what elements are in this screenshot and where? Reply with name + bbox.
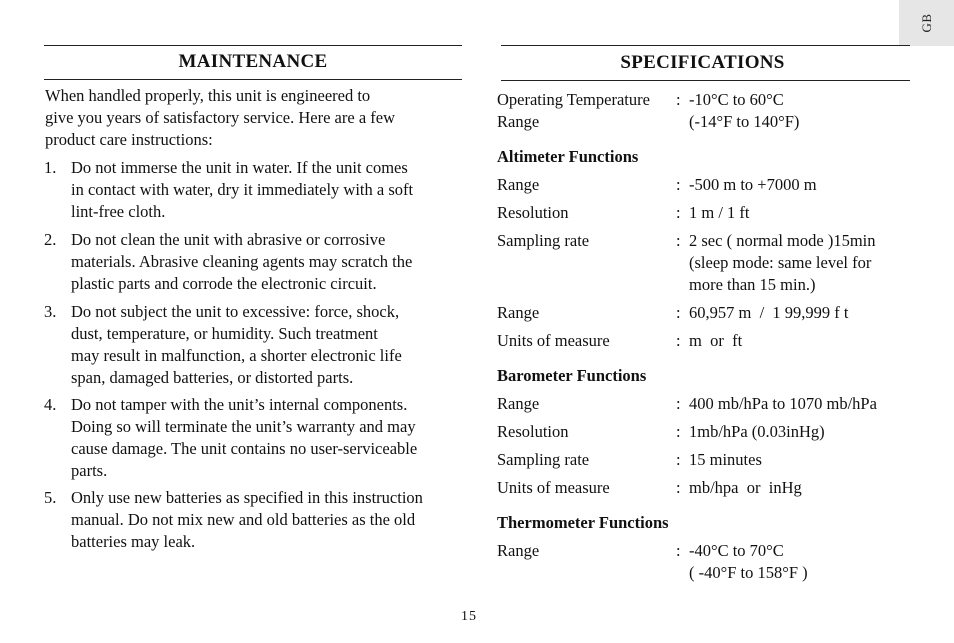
list-item-number: 3. bbox=[44, 302, 57, 321]
list-item-text bbox=[71, 301, 466, 389]
list-item-line: in contact with water, dry it immediately with a soft bbox=[71, 180, 414, 199]
spec-label: Range bbox=[497, 541, 540, 560]
spec-label: Range bbox=[497, 394, 540, 413]
list-item-line: cause damage. The unit contains no user-serviceable bbox=[71, 439, 418, 458]
list-item-line: Do not subject the unit to excessive: force, shock, bbox=[71, 302, 400, 321]
page-number: 15 bbox=[461, 609, 477, 624]
list-item-line: manual. Do not mix new and old batteries as the old bbox=[71, 510, 416, 529]
spec-colon: : bbox=[676, 478, 681, 497]
spec-value: 1 m / 1 ft bbox=[689, 203, 750, 222]
spec-colon: : bbox=[676, 450, 681, 469]
spec-value: 15 minutes bbox=[689, 450, 762, 469]
list-item-line: Do not clean the unit with abrasive or corrosive bbox=[71, 230, 386, 249]
list-item-line: Do not tamper with the unit’s internal components. bbox=[71, 395, 408, 414]
language-tab-label: GB bbox=[918, 13, 934, 33]
list-item-text bbox=[71, 229, 466, 295]
spec-value: 1mb/hPa (0.03inHg) bbox=[689, 422, 825, 441]
intro-line: When handled properly, this unit is engineered to bbox=[45, 86, 371, 105]
list-item-line: Doing so will terminate the unit’s warranty and may bbox=[71, 417, 416, 436]
spec-colon: : bbox=[676, 303, 681, 322]
spec-label: Range bbox=[497, 112, 540, 131]
spec-colon: : bbox=[676, 175, 681, 194]
specifications-bottom-rule bbox=[501, 80, 910, 81]
spec-value: ( -40°F to 158°F ) bbox=[689, 563, 808, 582]
section-heading: Altimeter Functions bbox=[497, 147, 639, 166]
list-item-line: plastic parts and corrode the electronic circuit. bbox=[71, 274, 377, 293]
spec-value: -500 m to +7000 m bbox=[689, 175, 817, 194]
specifications-title: SPECIFICATIONS bbox=[620, 52, 785, 73]
spec-value: 60,957 m / 1 99,999 f t bbox=[689, 303, 849, 322]
list-item-text bbox=[71, 487, 466, 553]
spec-colon: : bbox=[676, 331, 681, 350]
language-tab bbox=[899, 0, 954, 46]
list-item-number: 2. bbox=[44, 230, 57, 249]
spec-colon: : bbox=[676, 203, 681, 222]
spec-value: (-14°F to 140°F) bbox=[689, 112, 800, 131]
list-item-line: batteries may leak. bbox=[71, 532, 196, 551]
list-item-line: span, damaged batteries, or distorted parts. bbox=[71, 368, 354, 387]
spec-label: Operating Temperature bbox=[497, 90, 650, 109]
list-item-line: lint-free cloth. bbox=[71, 202, 166, 221]
list-item-line: may result in malfunction, a shorter electronic life bbox=[71, 346, 402, 365]
spec-value: m or ft bbox=[689, 331, 743, 350]
spec-label: Sampling rate bbox=[497, 231, 590, 250]
spec-label: Units of measure bbox=[497, 478, 610, 497]
spec-value: mb/hpa or inHg bbox=[689, 478, 802, 497]
list-item-line: parts. bbox=[71, 461, 108, 480]
spec-label: Resolution bbox=[497, 422, 569, 441]
spec-value: 400 mb/hPa to 1070 mb/hPa bbox=[689, 394, 877, 413]
list-item-text bbox=[71, 157, 466, 223]
intro-line: give you years of satisfactory service. Here are a few bbox=[45, 108, 395, 127]
maintenance-title: MAINTENANCE bbox=[178, 51, 328, 72]
spec-value: (sleep mode: same level for bbox=[689, 253, 872, 272]
spec-colon: : bbox=[676, 231, 681, 250]
section-heading: Barometer Functions bbox=[497, 366, 647, 385]
spec-colon: : bbox=[676, 90, 681, 109]
specifications-top-rule bbox=[501, 45, 910, 46]
spec-value: more than 15 min.) bbox=[689, 275, 816, 294]
list-item-line: Do not immerse the unit in water. If the unit comes bbox=[71, 158, 408, 177]
maintenance-top-rule bbox=[44, 45, 462, 46]
spec-label: Range bbox=[497, 303, 540, 322]
list-item-line: materials. Abrasive cleaning agents may scratch the bbox=[71, 252, 413, 271]
spec-label: Sampling rate bbox=[497, 450, 590, 469]
spec-value: -10°C to 60°C bbox=[689, 90, 784, 109]
spec-colon: : bbox=[676, 394, 681, 413]
list-item-text bbox=[71, 394, 466, 482]
maintenance-bottom-rule bbox=[44, 79, 462, 80]
list-item-line: dust, temperature, or humidity. Such treatment bbox=[71, 324, 378, 343]
spec-colon: : bbox=[676, 541, 681, 560]
spec-label: Units of measure bbox=[497, 331, 610, 350]
section-heading: Thermometer Functions bbox=[497, 513, 669, 532]
spec-value: 2 sec ( normal mode )15min bbox=[689, 231, 876, 250]
spec-label: Resolution bbox=[497, 203, 569, 222]
list-item-number: 4. bbox=[44, 395, 57, 414]
intro-line: product care instructions: bbox=[45, 130, 213, 149]
list-item-line: Only use new batteries as specified in this instruction bbox=[71, 488, 423, 507]
spec-label: Range bbox=[497, 175, 540, 194]
spec-colon: : bbox=[676, 422, 681, 441]
list-item-number: 1. bbox=[44, 158, 57, 177]
spec-value: -40°C to 70°C bbox=[689, 541, 784, 560]
list-item-number: 5. bbox=[44, 488, 57, 507]
